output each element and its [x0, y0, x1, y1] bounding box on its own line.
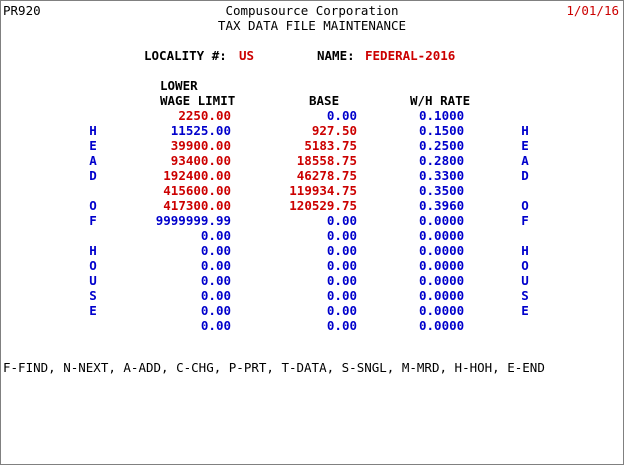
left-margin-letter: H [89, 123, 97, 138]
right-margin-letter: H [521, 123, 529, 138]
wage-limit-cell[interactable]: 192400.00 [163, 168, 231, 183]
screen-title: TAX DATA FILE MAINTENANCE [217, 18, 407, 33]
base-cell[interactable]: 0.00 [326, 243, 357, 258]
wage-limit-cell[interactable]: 11525.00 [170, 123, 231, 138]
wage-limit-cell[interactable]: 417300.00 [163, 198, 231, 213]
wage-limit-cell[interactable]: 0.00 [200, 318, 231, 333]
locality-label: LOCALITY #: [144, 48, 227, 63]
command-line: F-FIND, N-NEXT, A-ADD, C-CHG, P-PRT, T-DATA, S-SNGL, M-MRD, H-HOH, E-END [3, 360, 545, 375]
left-margin-letter: O [89, 198, 97, 213]
right-margin-letter: O [521, 198, 529, 213]
rate-cell[interactable]: 0.0000 [419, 228, 465, 243]
rate-cell[interactable]: 0.3960 [419, 198, 465, 213]
rate-cell[interactable]: 0.0000 [419, 288, 465, 303]
base-cell[interactable]: 0.00 [326, 228, 357, 243]
wage-limit-cell[interactable]: 39900.00 [170, 138, 231, 153]
program-id: PR920 [3, 3, 41, 18]
wage-limit-cell[interactable]: 2250.00 [178, 108, 231, 123]
left-margin-letter: E [89, 138, 97, 153]
base-cell[interactable]: 0.00 [326, 258, 357, 273]
base-cell[interactable]: 0.00 [326, 108, 357, 123]
base-cell[interactable]: 0.00 [326, 288, 357, 303]
rate-cell[interactable]: 0.1000 [419, 108, 465, 123]
left-margin-letter: E [89, 303, 97, 318]
right-margin-letter: H [521, 243, 529, 258]
rate-cell[interactable]: 0.2500 [419, 138, 465, 153]
date-display: 1/01/16 [566, 3, 619, 18]
right-margin-letter: U [521, 273, 529, 288]
base-cell[interactable]: 46278.75 [296, 168, 357, 183]
rate-cell[interactable]: 0.0000 [419, 318, 465, 333]
name-value[interactable]: FEDERAL-2016 [365, 48, 456, 63]
left-margin-letter: U [89, 273, 97, 288]
base-cell[interactable]: 119934.75 [289, 183, 357, 198]
right-margin-letter: E [521, 303, 529, 318]
rate-cell[interactable]: 0.1500 [419, 123, 465, 138]
name-label: NAME: [317, 48, 355, 63]
left-margin-letter: O [89, 258, 97, 273]
wage-limit-cell[interactable]: 0.00 [200, 303, 231, 318]
rate-cell[interactable]: 0.0000 [419, 243, 465, 258]
right-margin-letter: D [521, 168, 529, 183]
column-header-lower: LOWER [160, 78, 198, 93]
column-header-wh-rate: W/H RATE [410, 93, 471, 108]
wage-limit-cell[interactable]: 0.00 [200, 228, 231, 243]
wage-limit-cell[interactable]: 0.00 [200, 243, 231, 258]
right-margin-letter: O [521, 258, 529, 273]
base-cell[interactable]: 927.50 [311, 123, 357, 138]
left-margin-letter: D [89, 168, 97, 183]
rate-cell[interactable]: 0.0000 [419, 213, 465, 228]
base-cell[interactable]: 120529.75 [289, 198, 357, 213]
rate-cell[interactable]: 0.3300 [419, 168, 465, 183]
right-margin-letter: A [521, 153, 529, 168]
locality-value[interactable]: US [239, 48, 255, 63]
wage-limit-cell[interactable]: 0.00 [200, 273, 231, 288]
right-margin-letter: S [521, 288, 529, 303]
rate-cell[interactable]: 0.0000 [419, 303, 465, 318]
rate-cell[interactable]: 0.2800 [419, 153, 465, 168]
rate-cell[interactable]: 0.3500 [419, 183, 465, 198]
wage-limit-cell[interactable]: 0.00 [200, 258, 231, 273]
base-cell[interactable]: 18558.75 [296, 153, 357, 168]
column-header-wage-limit: WAGE LIMIT [160, 93, 236, 108]
left-margin-letter: S [89, 288, 97, 303]
wage-limit-cell[interactable]: 0.00 [200, 288, 231, 303]
left-margin-letter: F [89, 213, 97, 228]
wage-limit-cell[interactable]: 415600.00 [163, 183, 231, 198]
base-cell[interactable]: 0.00 [326, 273, 357, 288]
column-header-base: BASE [309, 93, 340, 108]
base-cell[interactable]: 5183.75 [304, 138, 357, 153]
base-cell[interactable]: 0.00 [326, 303, 357, 318]
left-margin-letter: A [89, 153, 97, 168]
rate-cell[interactable]: 0.0000 [419, 273, 465, 288]
right-margin-letter: F [521, 213, 529, 228]
rate-cell[interactable]: 0.0000 [419, 258, 465, 273]
base-cell[interactable]: 0.00 [326, 213, 357, 228]
wage-limit-cell[interactable]: 9999999.99 [155, 213, 231, 228]
wage-limit-cell[interactable]: 93400.00 [170, 153, 231, 168]
right-margin-letter: E [521, 138, 529, 153]
base-cell[interactable]: 0.00 [326, 318, 357, 333]
company-name: Compusource Corporation [225, 3, 399, 18]
left-margin-letter: H [89, 243, 97, 258]
